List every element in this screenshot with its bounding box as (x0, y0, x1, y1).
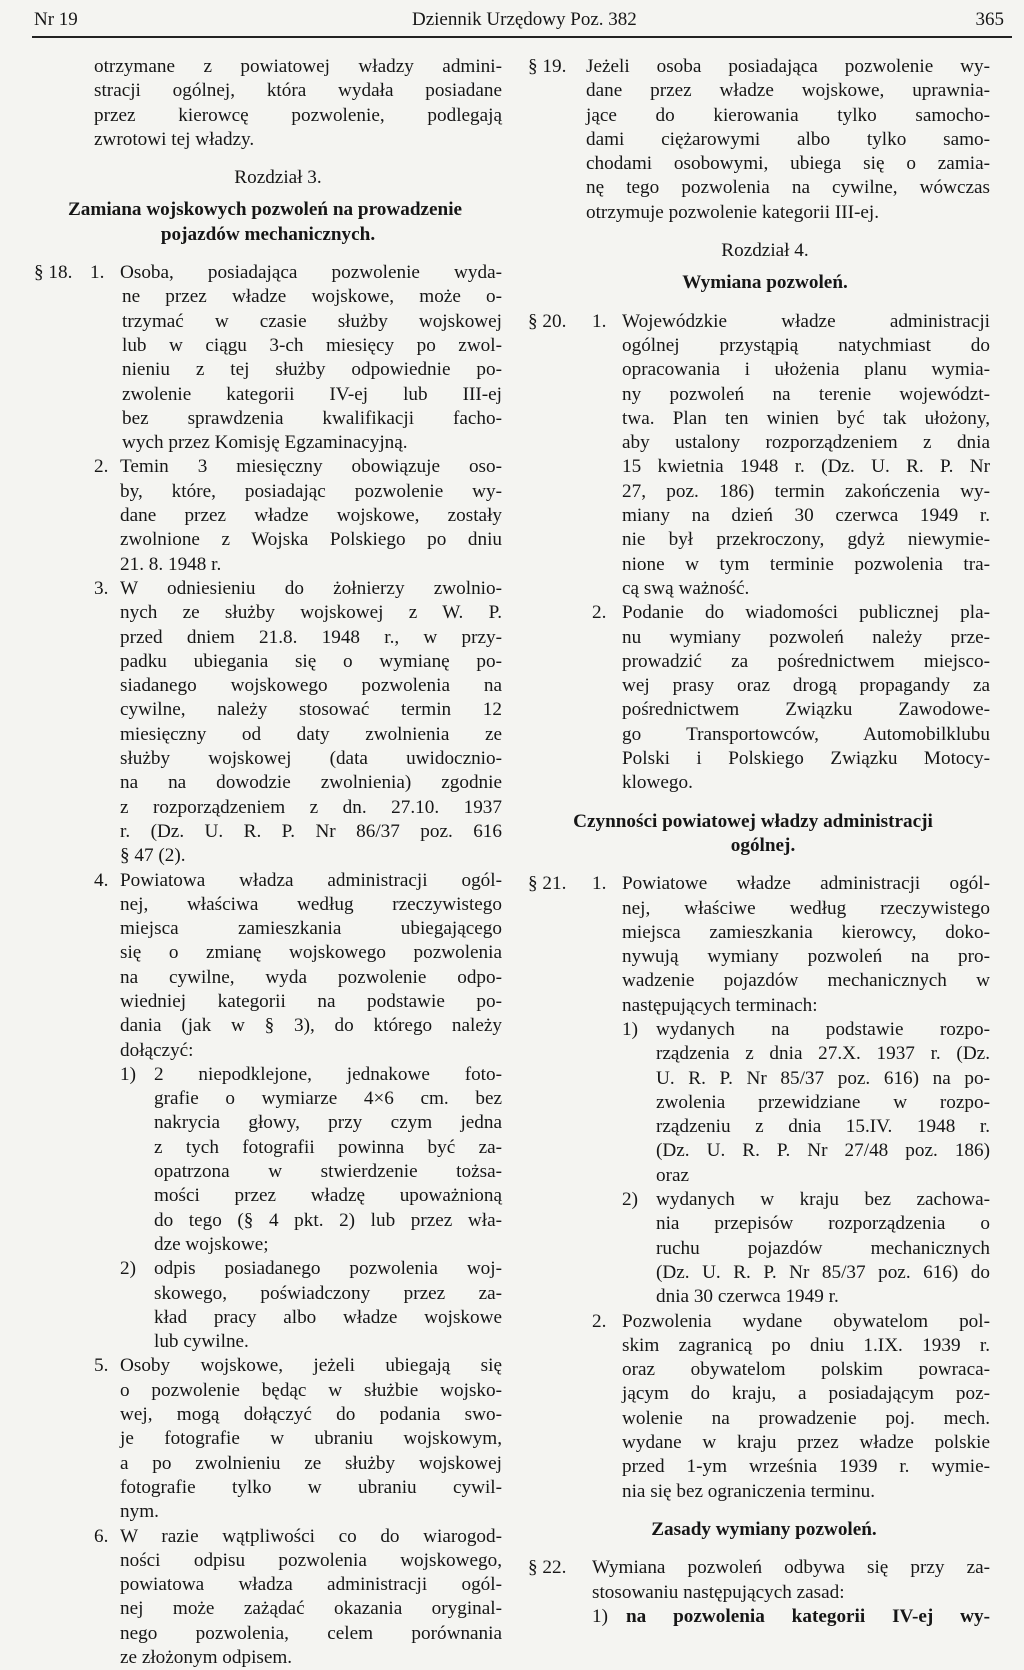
text-line: zwolenia przewidziane w rozpo- (656, 1091, 990, 1113)
list-item (120, 1257, 502, 1354)
text-line: kład pracy albo władze wojskowe (154, 1306, 502, 1328)
text-line: aby ustalony rozporządzeniem z dnia (622, 432, 990, 454)
text-line: nych ze służby wojskowej z W. P. (120, 602, 502, 624)
text-line: r. (Dz. U. R. P. Nr 86/37 poz. 616 (120, 820, 502, 842)
text-line: przed dniem 21.8. 1948 r., w przy- (120, 626, 502, 648)
text-line: skim zagranicą po dniu 1.IX. 1939 r. (622, 1334, 990, 1356)
text-line: wydanych na podstawie rozpo- (656, 1018, 990, 1040)
text-line: by, które, posiadając pozwolenie wy- (120, 480, 502, 502)
text-line: nie był przekroczony, gdyż niewymie- (622, 529, 990, 551)
text-line: wiedniej kategorii na podstawie po- (120, 990, 502, 1012)
s18-paragraph-5 (34, 1354, 502, 1524)
text-line: jącym do kraju, a posiadającym poz- (622, 1383, 990, 1405)
item-number: 1) (120, 1063, 136, 1085)
chapter-title: Zamiana wojskowych pozwoleń na prowadzenie (67, 199, 463, 221)
text-line: do tego (§ 4 pkt. 2) lub przez wła- (154, 1209, 502, 1231)
text-line: się o zmianę wojskowego pozwolenia (120, 942, 502, 964)
text-line: otrzymuje pozwolenie kategorii III-ej. (586, 201, 880, 223)
section-heading: Czynności powiatowej władzy administracji (573, 810, 933, 832)
item-number: 1) (622, 1018, 638, 1040)
text-line: a po zwolnieniu ze służby wojskowej (120, 1452, 502, 1474)
text-line: zwolenie kategorii IV-ej lub III-ej (122, 383, 502, 405)
text-line: ze złożonym odpisem. (120, 1647, 293, 1668)
text-line: Polski i Polskiego Związku Motocy- (622, 748, 990, 770)
text-line: wej prasy oraz drogą propagandy za (622, 675, 990, 697)
text-line: Powiatowe władze administracji ogól- (622, 873, 990, 895)
section-22 (528, 1556, 990, 1580)
text-line: ności odpisu pozwolenia wojskowego, (120, 1549, 502, 1571)
section-18 (34, 261, 502, 285)
text-line: je fotografie w ubraniu wojskowym, (120, 1428, 502, 1450)
text-line: Powiatowa władza administracji ogól- (120, 869, 502, 891)
paragraph-number: 2. (592, 1310, 607, 1332)
text-line: zwolnione z Wojska Polskiego po dniu (120, 529, 502, 551)
paragraph-number: 4. (94, 869, 109, 891)
text-line: wolenie na prowadzenie poj. mech. (622, 1407, 990, 1429)
chapter-label: Rozdział 4. (721, 240, 809, 262)
paragraph-number: 2. (592, 602, 607, 624)
text-line: zwrotowi tej władzy. (94, 128, 255, 150)
text-line: nieniu z tej służby odpowiednie po- (122, 359, 502, 381)
text-line: W razie wątpliwości co do wiarogod- (120, 1525, 502, 1547)
text-line: oraz obywatelom polskim powraca- (622, 1359, 990, 1381)
text-line: służby wojskowej (data uwidocznio- (120, 748, 502, 770)
issue-number: Nr 19 (34, 9, 78, 30)
s19-body (528, 79, 990, 225)
text-line: na cywilne, wyda pozwolenie odpo- (120, 966, 502, 988)
text-line: siadanego wojskowego pozwolenia na (120, 675, 502, 697)
text-line: wadzenie pojazdów mechanicznych w (622, 970, 990, 992)
section-heading: Zasady wymiany pozwoleń. (651, 1518, 877, 1540)
text-line: § 47 (2). (120, 845, 186, 867)
text-line: przed 1-ym września 1939 r. wymie- (622, 1456, 990, 1478)
text-line: powiatowa władza administracji ogól- (120, 1574, 502, 1596)
paragraph-number: 5. (94, 1355, 109, 1377)
text-line: dane przez władze wojskowe, uprawnia- (586, 80, 990, 102)
text-line: padku ubiegania się o wymianę po- (120, 650, 502, 672)
list-item (120, 1063, 502, 1257)
text-line: prowadzić za pośrednictwem miejsco- (622, 650, 990, 672)
text-line: nej, właściwa według rzeczywistego (120, 893, 502, 915)
text-line: następujących terminach: (622, 994, 818, 1016)
text-line: dze wojskowe; (154, 1233, 269, 1255)
continuation-paragraph (34, 55, 502, 152)
s18-paragraph-1 (34, 285, 502, 455)
text-line: dania (jak w § 3), do którego należy (120, 1015, 502, 1037)
text-line: nywują wymiany pozwoleń na pro- (622, 946, 990, 968)
text-line: opatrzona w stwierdzenie tożsa- (154, 1161, 502, 1183)
text-line: (Dz. U. R. P. Nr 27/48 poz. 186) (656, 1140, 990, 1162)
text-line: (Dz. U. R. P. Nr 85/37 poz. 616) do (656, 1261, 990, 1283)
text-line: lub cywilne. (154, 1331, 249, 1353)
text-line: mości przez władzę upoważnioną (154, 1185, 502, 1207)
text-line: nego pozwolenia, celem porównania (120, 1622, 502, 1644)
text-line: Jeżeli osoba posiadająca pozwolenie wy- (586, 56, 990, 77)
section-heading-cont: ogólnej. (730, 834, 796, 856)
text-line: chodami osobowymi, ubiega się o zamia- (586, 153, 990, 175)
section-number: § 19. (528, 56, 567, 77)
text-line: miejsca zamieszkania ubiegającego (120, 918, 502, 940)
text-line: grafie o wymiarze 4×6 cm. bez (154, 1088, 502, 1110)
text-line: Wymiana pozwoleń odbywa się przy za- (592, 1557, 990, 1579)
text-line: wych przez Komisję Egzaminacyjną. (122, 432, 408, 454)
text-line: jące do kierowania tylko samocho- (586, 104, 990, 126)
text-line: cą swą ważność. (622, 577, 750, 599)
left-column (34, 55, 502, 1670)
s20-paragraph-2 (528, 601, 990, 795)
paragraph-number: 2. (94, 456, 109, 478)
text-line: 2 niepodklejone, jednakowe foto- (154, 1063, 502, 1085)
s18-paragraph-2 (34, 455, 502, 576)
page-number: 365 (975, 9, 1004, 30)
text-line: nu wymiany pozwoleń należy prze- (622, 626, 990, 648)
text-line: stracji ogólnej, która wydała posiadane (94, 80, 502, 102)
text-line: fotografie tylko w ubraniu cywil- (120, 1476, 502, 1498)
text-line: o pozwolenie będąc w służbie wojsko- (120, 1379, 502, 1401)
text-line: stosowaniu następujących zasad: (592, 1581, 845, 1603)
chapter-title: Wymiana pozwoleń. (682, 272, 848, 294)
text-line: nakrycia głowy, przy czym jedna (154, 1112, 502, 1134)
text-line: rządzenia z dnia 27.X. 1937 r. (Dz. (656, 1043, 990, 1065)
text-line: dami ciężarowymi albo tylko samo- (586, 128, 990, 150)
text-line: nym. (120, 1501, 159, 1523)
text-line: go Transportowców, Automobilklubu (622, 723, 990, 745)
section-20 (528, 310, 990, 602)
text-line: Temin 3 miesięczny obowiązuje oso- (120, 456, 502, 478)
text-line: trzymać w czasie służby wojskowej (122, 310, 502, 332)
text-line: nej, właściwe według rzeczywistego (622, 897, 990, 919)
text-line: miany na dzień 30 czerwca 1949 r. (622, 505, 990, 527)
text-line: Pozwolenia wydane obywatelom pol- (622, 1310, 990, 1332)
text-line: dane przez władze wojskowe, zostały (120, 505, 502, 527)
s18-paragraph-3 (34, 577, 502, 869)
s18-paragraph-4 (34, 869, 502, 1355)
text-line: wej, mogą dołączyć do podania swo- (120, 1404, 502, 1426)
text-line: nej może zażądać okazania oryginal- (120, 1598, 502, 1620)
text-line: na na dowodzie zwolnienia) zgodnie (120, 772, 502, 794)
s18-paragraph-6 (34, 1525, 502, 1670)
list-item (592, 1605, 990, 1629)
right-column (528, 55, 990, 1629)
text-line: Podanie do wiadomości publicznej pla- (622, 602, 990, 624)
text-line: miejsca zamieszkania kierowcy, doko- (622, 921, 990, 943)
text-line: cywilne, należy stosować termin 12 (120, 699, 502, 721)
text-line: 27, poz. 186) termin zakończenia wy- (622, 480, 990, 502)
text-line: z rozporządzeniem z dn. 27.10. 1937 (120, 796, 502, 818)
text-line: skowego, poświadczony przez za- (154, 1282, 502, 1304)
text-line: wydane w kraju przez władze polskie (622, 1432, 990, 1454)
paragraph-number: 1. (90, 262, 105, 284)
text-line: lub w ciągu 3-ch miesięcy po zwol- (122, 334, 502, 356)
text-line: oraz (656, 1164, 690, 1186)
text-line: miesięczny od daty zwolnienia ze (120, 723, 502, 745)
chapter-title-cont: pojazdów mechanicznych. (160, 223, 376, 245)
item-number: 1) (592, 1605, 608, 1627)
section-number: § 18. (34, 262, 73, 284)
text-line: dołączyć: (120, 1039, 194, 1061)
text-line: przez kierowcę pozwolenie, podlegają (94, 104, 502, 126)
journal-title: Dziennik Urzędowy Poz. 382 (412, 9, 637, 30)
text-line: twa. Plan ten winien być tak ułożony, (622, 407, 990, 429)
text-line: 21. 8. 1948 r. (120, 553, 222, 575)
text-line: opracowania i ułożenia planu wymia- (622, 359, 990, 381)
text-line: nia przepisów rozporządzenia o (656, 1213, 990, 1235)
paragraph-number: 1. (592, 873, 607, 895)
paragraph-number: 1. (592, 310, 607, 332)
text-line: ne przez władze wojskowe, może o- (122, 286, 502, 308)
text-line: U. R. P. Nr 85/37 poz. 616) na po- (656, 1067, 990, 1089)
item-number: 2) (622, 1189, 638, 1211)
section-number: § 22. (528, 1557, 567, 1579)
text-line: rządzeniu z dnia 15.IV. 1948 r. (656, 1116, 990, 1138)
text-line: nę tego pozwolenia na cywilne, wówczas (586, 177, 990, 199)
text-line: pośrednictwem Związku Zawodowe- (622, 699, 990, 721)
text-line: Osoby wojskowe, jeżeli ubiegają się (120, 1355, 502, 1377)
section-19 (528, 55, 990, 79)
text-line: Wojewódzkie władze administracji (622, 310, 990, 332)
text-line: Osoba, posiadająca pozwolenie wyda- (120, 262, 502, 284)
page-header (32, 6, 1012, 38)
text-line: nia się bez ograniczenia terminu. (622, 1480, 876, 1502)
paragraph-number: 3. (94, 577, 109, 599)
text-line: bez sprawdzenia kwalifikacji facho- (122, 407, 502, 429)
text-line: klowego. (622, 772, 693, 794)
text-line: dnia 30 czerwca 1949 r. (656, 1286, 839, 1308)
paragraph-number: 6. (94, 1525, 109, 1547)
text-line: wydanych w kraju bez zachowa- (656, 1189, 990, 1211)
item-number: 2) (120, 1258, 136, 1280)
s22-body (528, 1581, 990, 1630)
list-item (622, 1188, 990, 1309)
text-line: z tych fotografii powinna być za- (154, 1136, 502, 1158)
section-number: § 20. (528, 310, 567, 332)
text-line: odpis posiadanego pozwolenia woj- (154, 1258, 502, 1280)
text-line: ogólnej przystąpią natychmiast do (622, 334, 990, 356)
text-line: W odniesieniu do żołnierzy zwolnio- (120, 577, 502, 599)
section-21 (528, 872, 990, 1309)
text-line: nione w tym terminie pozwolenia tra- (622, 553, 990, 575)
section-number: § 21. (528, 873, 567, 895)
text-line: ny pozwoleń na terenie województ- (622, 383, 990, 405)
text-line: 15 kwietnia 1948 r. (Dz. U. R. P. Nr (622, 456, 990, 478)
text-line: ruchu pojazdów mechanicznych (656, 1237, 990, 1259)
text-line: na pozwolenia kategorii IV-ej wy- (626, 1605, 990, 1627)
text-line: otrzymane z powiatowej władzy admini- (94, 56, 502, 77)
list-item (622, 1018, 990, 1188)
s21-paragraph-2 (528, 1310, 990, 1504)
chapter-label: Rozdział 3. (234, 167, 322, 189)
